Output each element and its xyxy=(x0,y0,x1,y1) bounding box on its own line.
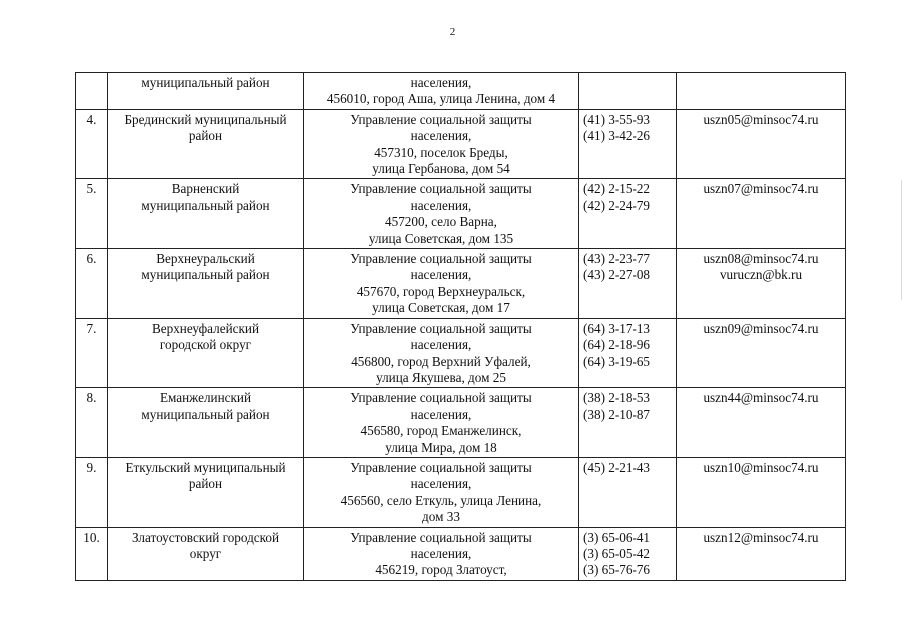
address-line: населения, xyxy=(410,337,472,353)
email-cell xyxy=(677,388,846,458)
scan-edge-mark xyxy=(901,180,902,300)
row-number-cell: 10. xyxy=(76,527,108,580)
phone-line: (38) 2-18-53 xyxy=(583,390,651,406)
municipality-name-cell xyxy=(108,457,304,527)
address-cell xyxy=(304,249,579,319)
name-line: муниципальный район xyxy=(141,75,270,90)
table-row xyxy=(76,109,846,179)
municipality-name-cell xyxy=(108,388,304,458)
table-row xyxy=(76,249,846,319)
email-line: vuruczn@bk.ru xyxy=(719,267,803,283)
phone-line: (45) 2-21-43 xyxy=(583,459,651,475)
row-number-cell: 8. xyxy=(76,388,108,458)
address-line: населения, xyxy=(410,406,472,422)
address-line: населения, xyxy=(410,545,472,561)
social-protection-directory-table xyxy=(75,72,846,581)
address-line: Управление социальной защиты xyxy=(350,181,532,197)
address-line: 456219, город Златоуст, xyxy=(375,562,507,578)
address-line: улица Гербанова, дом 54 xyxy=(372,161,510,177)
email-line: uszn08@minsoc74.ru xyxy=(703,251,819,267)
address-line: Управление социальной защиты xyxy=(350,390,532,406)
phone-cell xyxy=(579,249,677,319)
phone-line: (43) 2-27-08 xyxy=(583,267,651,283)
table-row xyxy=(76,73,846,110)
address-line: населения, xyxy=(410,476,472,492)
name-line: Верхнеуральский xyxy=(156,251,255,267)
address-line: 456800, город Верхний Уфалей, xyxy=(351,353,531,369)
municipality-name-cell xyxy=(108,179,304,249)
email-cell xyxy=(677,109,846,179)
table-row xyxy=(76,527,846,580)
address-cell xyxy=(304,457,579,527)
address-line: улица Якушева, дом 25 xyxy=(376,369,506,385)
address-line: Управление социальной защиты xyxy=(350,111,532,127)
table-row xyxy=(76,179,846,249)
phone-cell xyxy=(579,527,677,580)
email-line: uszn07@minsoc74.ru xyxy=(703,181,819,197)
address-cell xyxy=(304,527,579,580)
address-cell xyxy=(304,318,579,388)
phone-cell xyxy=(579,73,677,110)
email-line: uszn05@minsoc74.ru xyxy=(703,111,819,127)
name-line: муниципальный район xyxy=(141,406,270,422)
phone-line: (3) 65-76-76 xyxy=(583,562,651,578)
phone-line: (42) 2-24-79 xyxy=(583,197,651,213)
email-cell xyxy=(677,457,846,527)
phone-line: (41) 3-42-26 xyxy=(583,128,651,144)
address-line: Управление социальной защиты xyxy=(350,529,532,545)
name-line: Еткульский муниципальный xyxy=(125,459,286,475)
phone-cell xyxy=(579,179,677,249)
name-line: район xyxy=(188,128,223,144)
page-number: 2 xyxy=(449,26,456,38)
email-cell xyxy=(677,318,846,388)
email-cell xyxy=(677,249,846,319)
phone-line: (42) 2-15-22 xyxy=(583,181,651,197)
address-line: улица Мира, дом 18 xyxy=(385,439,497,455)
address-line: 456010, город Аша, улица Ленина, дом 4 xyxy=(326,91,556,107)
name-line: Брединский муниципальный xyxy=(124,111,287,127)
municipality-name-cell xyxy=(108,318,304,388)
email-line: uszn09@minsoc74.ru xyxy=(703,320,819,336)
phone-cell xyxy=(579,388,677,458)
table-row xyxy=(76,457,846,527)
address-cell xyxy=(304,73,579,110)
table-row xyxy=(76,318,846,388)
address-line: населения, xyxy=(410,75,472,90)
address-cell xyxy=(304,109,579,179)
phone-line: (38) 2-10-87 xyxy=(583,406,651,422)
phone-line: (64) 2-18-96 xyxy=(583,337,651,353)
phone-line: (43) 2-23-77 xyxy=(583,251,651,267)
address-line: дом 33 xyxy=(422,509,460,525)
email-line: uszn10@minsoc74.ru xyxy=(703,459,819,475)
phone-line: (41) 3-55-93 xyxy=(583,111,651,127)
row-number-cell xyxy=(76,73,108,110)
address-cell xyxy=(304,179,579,249)
email-line: uszn44@minsoc74.ru xyxy=(703,390,819,406)
phone-line: (64) 3-17-13 xyxy=(583,320,651,336)
name-line: Еманжелинский xyxy=(159,390,252,406)
municipality-name-cell xyxy=(108,73,304,110)
address-line: улица Советская, дом 135 xyxy=(368,230,514,246)
address-line: 456580, город Еманжелинск, xyxy=(360,423,522,439)
address-line: Управление социальной защиты xyxy=(350,320,532,336)
phone-line: (64) 3-19-65 xyxy=(583,353,651,369)
address-line: населения, xyxy=(410,267,472,283)
municipality-name-cell xyxy=(108,109,304,179)
name-line: муниципальный район xyxy=(141,267,270,283)
email-cell xyxy=(677,73,846,110)
row-number-cell: 6. xyxy=(76,249,108,319)
row-number-cell: 9. xyxy=(76,457,108,527)
address-line: населения, xyxy=(410,197,472,213)
name-line: городской округ xyxy=(159,337,252,353)
municipality-name-cell xyxy=(108,527,304,580)
row-number-cell: 5. xyxy=(76,179,108,249)
address-line: Управление социальной защиты xyxy=(350,251,532,267)
name-line: Златоустовский городской xyxy=(131,529,280,545)
row-number-cell: 7. xyxy=(76,318,108,388)
phone-cell xyxy=(579,318,677,388)
name-line: Верхнеуфалейский xyxy=(151,320,260,336)
address-line: населения, xyxy=(410,128,472,144)
name-line: Варненский xyxy=(171,181,240,197)
address-line: улица Советская, дом 17 xyxy=(372,300,510,316)
address-line: 456560, село Еткуль, улица Ленина, xyxy=(340,492,542,508)
phone-cell xyxy=(579,109,677,179)
row-number-cell: 4. xyxy=(76,109,108,179)
address-line: 457670, город Верхнеуральск, xyxy=(356,283,526,299)
email-line: uszn12@minsoc74.ru xyxy=(703,529,819,545)
phone-cell xyxy=(579,457,677,527)
municipality-name-cell xyxy=(108,249,304,319)
address-line: Управление социальной защиты xyxy=(350,459,532,475)
name-line: район xyxy=(188,476,223,492)
name-line: округ xyxy=(189,545,222,561)
address-line: 457200, село Варна, xyxy=(385,214,497,230)
name-line: муниципальный район xyxy=(141,197,270,213)
address-cell xyxy=(304,388,579,458)
table-body xyxy=(76,73,846,581)
email-cell xyxy=(677,179,846,249)
phone-line: (3) 65-05-42 xyxy=(583,545,651,561)
address-line: 457310, поселок Бреды, xyxy=(374,144,508,160)
table-row xyxy=(76,388,846,458)
phone-line: (3) 65-06-41 xyxy=(583,529,651,545)
email-cell xyxy=(677,527,846,580)
